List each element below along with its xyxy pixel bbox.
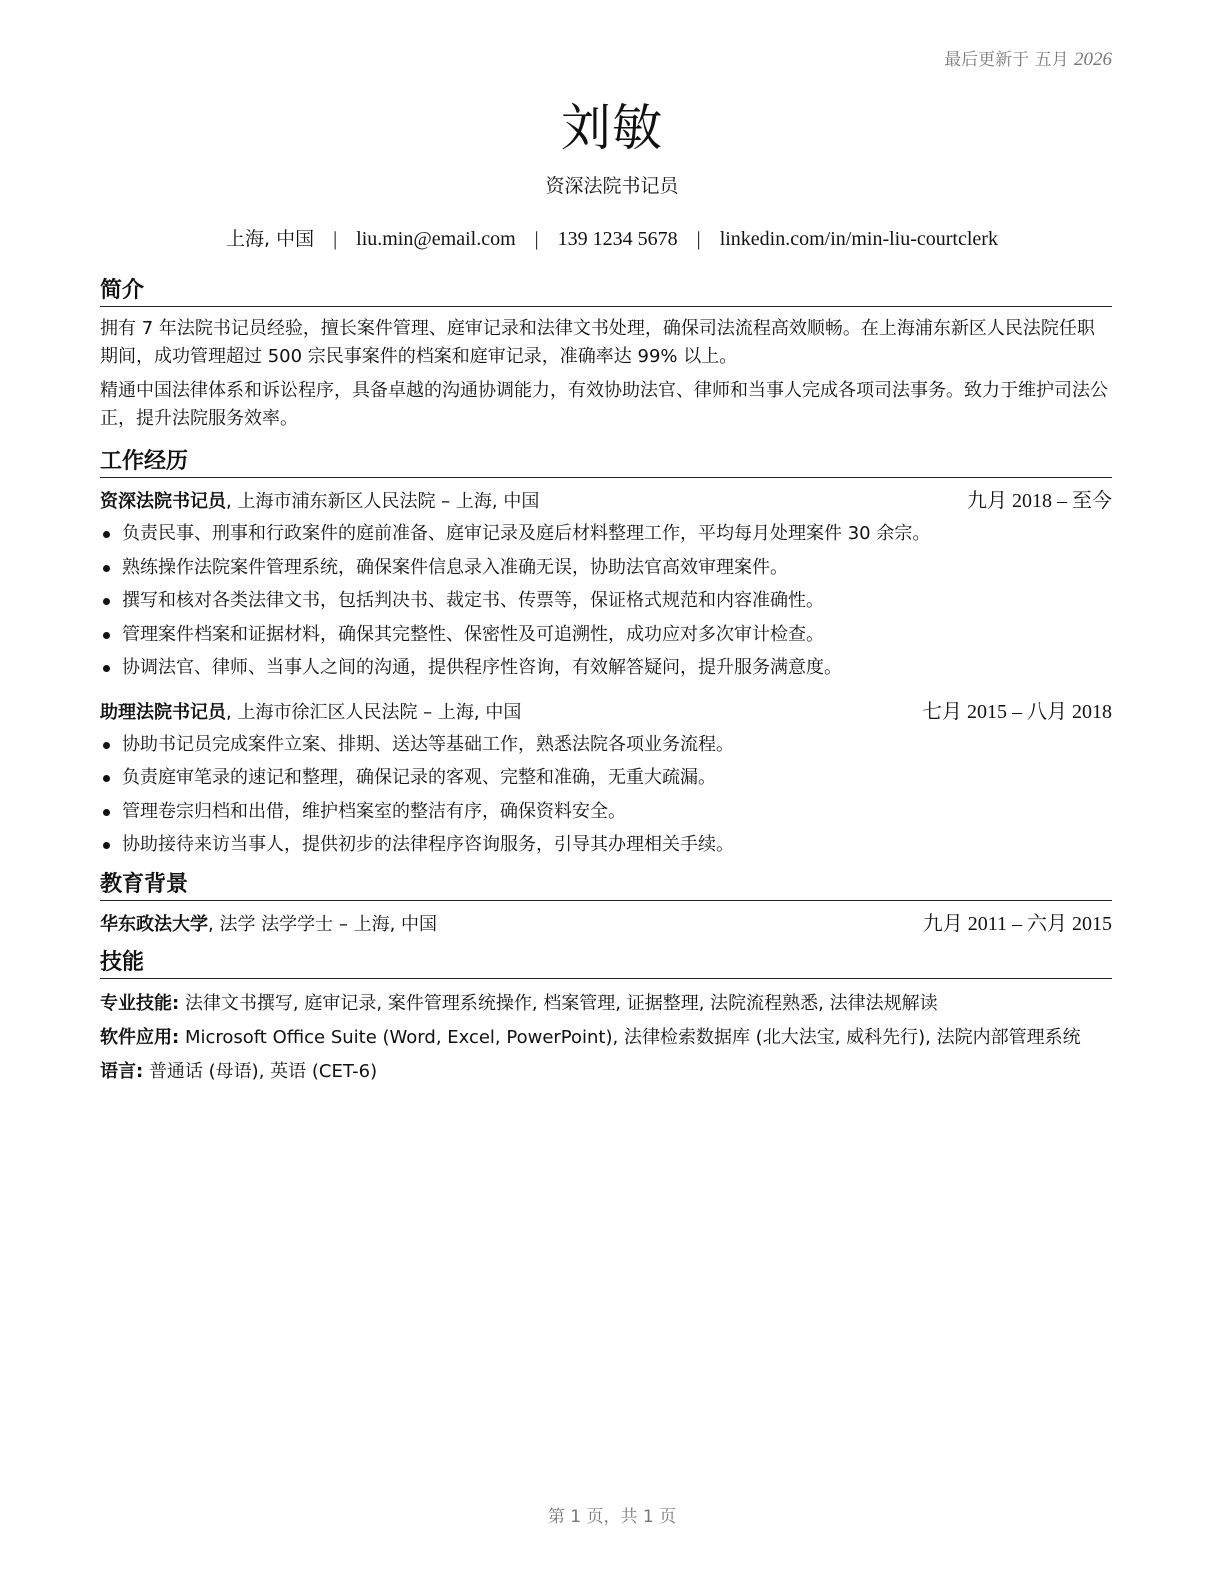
list-item: 协助书记员完成案件立案、排期、送达等基础工作，熟悉法院各项业务流程。 [100,728,1112,762]
education-entry [100,909,1112,940]
summary-paragraph: 精通中国法律体系和诉讼程序，具备卓越的沟通协调能力，有效协助法官、律师和当事人完成各项司法事务。致力于维护司法公正，提升法院服务效率。 [100,380,1108,429]
skill-label: 专业技能: [100,992,180,1014]
contact-separator: | [333,228,338,250]
page-number: 第 1 页，共 1 页 [547,1507,677,1527]
section-heading: 简介 [100,276,1112,307]
list-item: 负责民事、刑事和行政案件的庭前准备、庭审记录及庭后材料整理工作，平均每月处理案件 30 余宗。 [100,517,1112,551]
list-item: 负责庭审笔录的速记和整理，确保记录的客观、完整和准确，无重大疏漏。 [100,761,1112,795]
contact-location: 上海, 中国 [226,228,315,250]
summary-paragraph: 拥有 7 年法院书记员经验，擅长案件管理、庭审记录和法律文书处理，确保司法流程高效顺畅。在上海浦东新区人民法院任职期间，成功管理超过 500 宗民事案件的档案和庭审记录，准确率达 99% 以上。 [100,318,1095,367]
contact-line [0,224,1224,251]
education-dates: 九月 2011 – 六月 2015 [922,912,1112,935]
list-item: 撰写和核对各类法律文书，包括判决书、裁定书、传票等，保证格式规范和内容准确性。 [100,584,1112,618]
job-role: 助理法院书记员 [100,701,226,723]
list-item: 管理卷宗归档和出借，维护档案室的整洁有序，确保资料安全。 [100,795,1112,829]
skill-label: 软件应用: [100,1026,180,1048]
contact-separator: | [534,228,539,250]
summary-section [100,276,1112,433]
education-section [100,870,1112,940]
candidate-title: 资深法院书记员 [545,175,679,197]
job-bullets [100,728,1112,862]
job-header [100,486,1112,517]
skill-line [100,1021,1112,1055]
job-organization: , 上海市浦东新区人民法院 – 上海, 中国 [226,491,540,512]
job-role: 资深法院书记员 [100,491,226,512]
list-item: 协调法官、律师、当事人之间的沟通，提供程序性咨询，有效解答疑问，提升服务满意度。 [100,651,1112,685]
skill-label: 语言: [100,1060,144,1082]
section-heading: 教育背景 [100,870,1112,901]
skill-line [100,1055,1112,1089]
section-heading: 工作经历 [100,447,1112,478]
section-heading: 技能 [100,948,1112,979]
last-updated-label: 最后更新于 五月 [944,50,1069,70]
contact-email[interactable]: liu.min@email.com [356,228,516,250]
skill-value: 普通话 (母语), 英语 (CET-6) [148,1060,378,1082]
contact-separator: | [696,228,701,250]
education-school: 华东政法大学 [100,913,208,935]
last-updated-year: 2026 [1074,49,1112,70]
list-item: 熟练操作法院案件管理系统，确保案件信息录入准确无误，协助法官高效审理案件。 [100,551,1112,585]
job-entry [100,486,1112,685]
education-detail: , 法学 法学学士 – 上海, 中国 [208,913,438,935]
skill-value: Microsoft Office Suite (Word, Excel, PowerPoint), 法律检索数据库 (北大法宝, 威科先行), 法院内部管理系统 [184,1026,1081,1048]
list-item: 管理案件档案和证据材料，确保其完整性、保密性及可追溯性，成功应对多次审计检查。 [100,618,1112,652]
skill-line [100,987,1112,1021]
last-updated [944,45,1112,71]
job-dates: 七月 2015 – 八月 2018 [922,700,1112,723]
experience-section [100,447,1112,862]
skills-section [100,948,1112,1089]
job-bullets [100,517,1112,685]
list-item: 协助接待来访当事人，提供初步的法律程序咨询服务，引导其办理相关手续。 [100,828,1112,862]
job-entry [100,697,1112,862]
job-header [100,697,1112,728]
skill-value: 法律文书撰写, 庭审记录, 案件管理系统操作, 档案管理, 证据整理, 法院流程熟悉, 法律法规解读 [184,992,938,1014]
contact-phone: 139 1234 5678 [557,228,678,250]
resume-content [100,276,1112,1089]
job-dates: 九月 2018 – 至今 [967,490,1112,512]
candidate-name: 刘敏 [561,99,663,157]
job-organization: , 上海市徐汇区人民法院 – 上海, 中国 [226,701,522,723]
contact-linkedin[interactable]: linkedin.com/in/min-liu-courtclerk [719,228,998,250]
